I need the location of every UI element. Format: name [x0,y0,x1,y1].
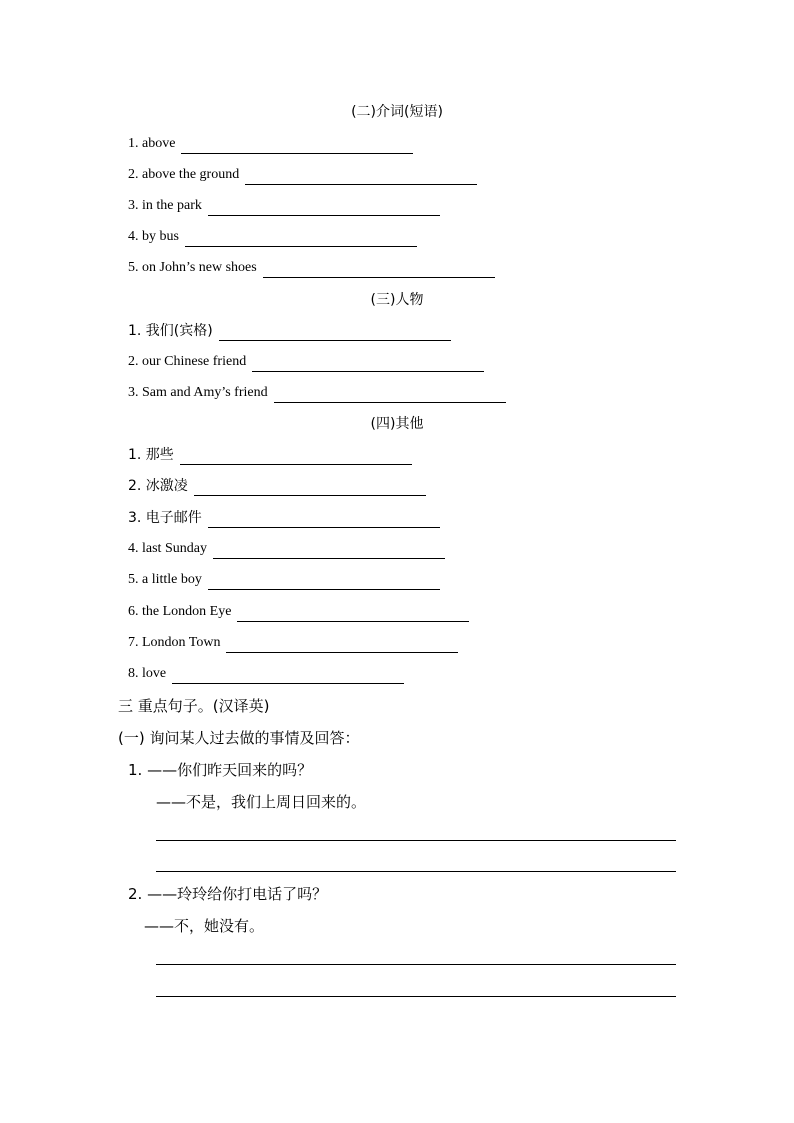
list-item [128,508,440,528]
answer-blank[interactable] [226,637,458,653]
question-1-answer-prompt: ——不是，我们上周日回来的。 [156,793,367,811]
item-label: 4. last Sunday [128,541,207,556]
item-label: 4. by bus [128,229,179,244]
section-title-others: (四)其他 [370,416,424,432]
question-1-prompt: 1. ——你们昨天回来的吗？ [128,761,313,779]
item-label: 8. love [128,666,167,681]
item-label: 1. 我们(宾格) [128,323,213,339]
section-title-prepositions: (二)介词(短语) [351,104,443,120]
answer-blank[interactable] [194,480,426,496]
answer-blank[interactable] [181,138,413,154]
part3-subtitle: (一) 询问某人过去做的事情及回答： [118,729,360,747]
item-label: 7. London Town [128,635,221,650]
item-label: 3. in the park [128,198,202,213]
answer-blank[interactable] [185,231,417,247]
item-label: 2. above the ground [128,167,240,182]
item-label: 5. a little boy [128,572,202,587]
item-label: 1. 那些 [128,447,174,463]
item-label: 1. above [128,136,176,151]
list-item [128,445,412,465]
list-item [128,664,404,684]
answer-line[interactable] [156,871,676,872]
list-item [128,321,451,341]
section-title-people: (三)人物 [370,292,424,308]
list-item [128,165,477,185]
item-label: 2. 冰激凌 [128,478,188,494]
list-item [128,196,440,216]
list-item [128,539,445,559]
answer-line[interactable] [156,996,676,997]
answer-blank[interactable] [263,262,495,278]
answer-blank[interactable] [208,200,440,216]
part3-title: 三 重点句子。(汉译英) [118,697,270,715]
answer-blank[interactable] [274,387,506,403]
answer-blank[interactable] [245,169,477,185]
item-label: 5. on John’s new shoes [128,260,257,275]
answer-blank[interactable] [219,325,451,341]
list-item [128,352,484,372]
answer-blank[interactable] [172,668,404,684]
list-item [128,476,426,496]
item-label: 6. the London Eye [128,604,232,619]
list-item [128,633,458,653]
item-label: 2. our Chinese friend [128,354,247,369]
list-item [128,570,440,590]
item-label: 3. 电子邮件 [128,510,202,526]
answer-blank[interactable] [208,512,440,528]
list-item [128,134,413,154]
answer-line[interactable] [156,840,676,841]
answer-line[interactable] [156,964,676,965]
answer-blank[interactable] [213,543,445,559]
list-item [128,602,469,622]
answer-blank[interactable] [237,606,469,622]
question-2-prompt: 2. ——玲玲给你打电话了吗？ [128,885,328,903]
answer-blank[interactable] [252,356,484,372]
answer-blank[interactable] [208,574,440,590]
list-item [128,383,506,403]
question-2-answer-prompt: ——不，她没有。 [144,917,265,935]
answer-blank[interactable] [180,449,412,465]
item-label: 3. Sam and Amy’s friend [128,385,268,400]
list-item [128,258,495,278]
list-item [128,227,417,247]
